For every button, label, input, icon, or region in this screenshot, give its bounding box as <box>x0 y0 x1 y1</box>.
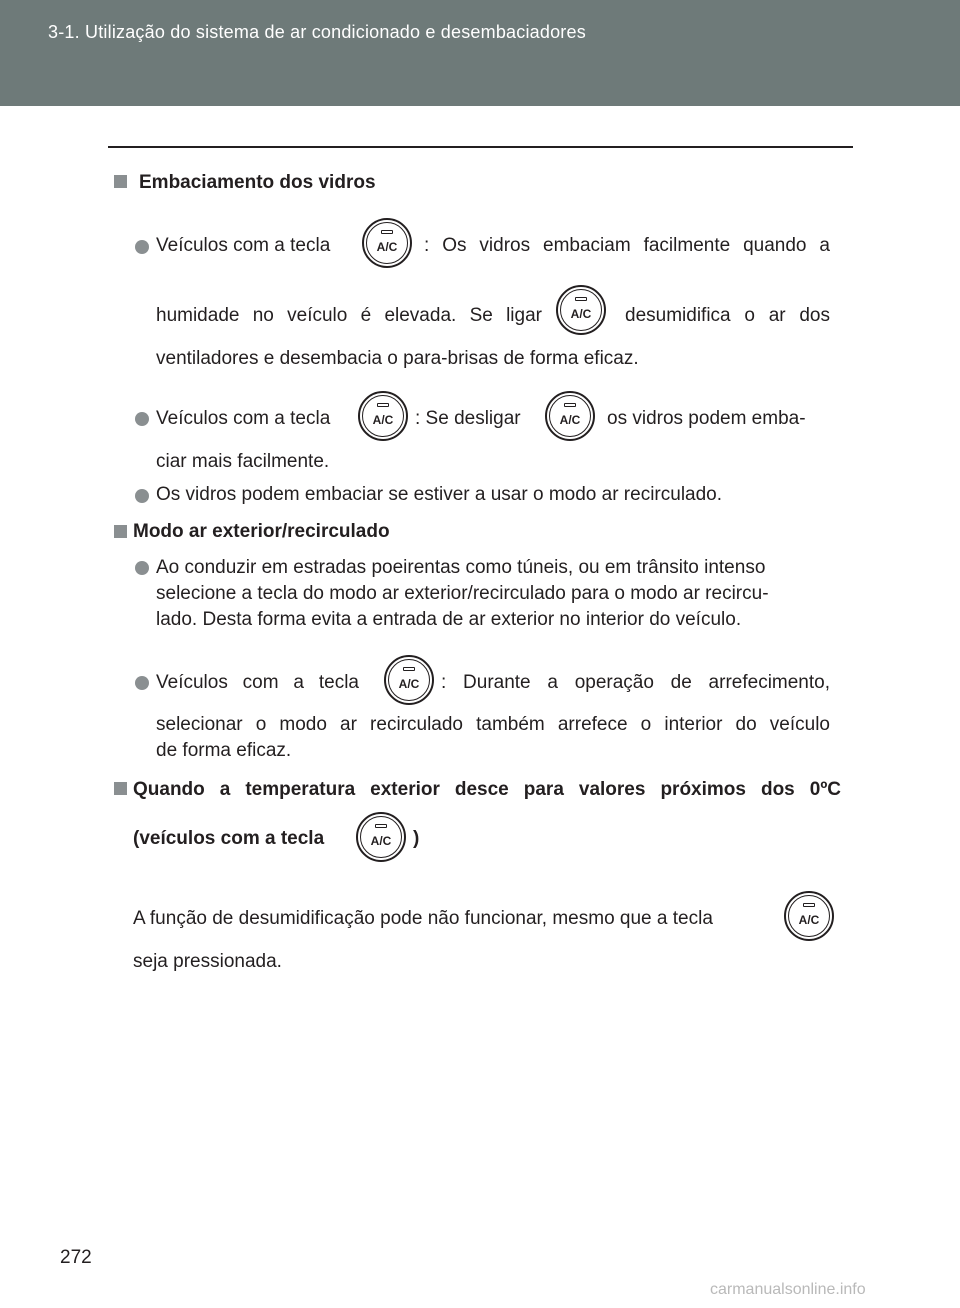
bullet-text: humidade no veículo é elevada. Se ligar <box>156 305 542 326</box>
square-bullet-icon <box>114 782 127 795</box>
bullet-text: : Durante a operação de arrefecimento, <box>441 672 830 693</box>
page-number: 272 <box>60 1247 92 1268</box>
bullet-text: selecione a tecla do modo ar exterior/recirculado para o modo ar recircu- <box>156 583 769 604</box>
bullet-text: de forma eficaz. <box>156 740 292 761</box>
bullet-text: Ao conduzir em estradas poeirentas como túneis, ou em trânsito intenso <box>156 557 766 578</box>
round-bullet-icon <box>135 489 149 503</box>
chapter-header <box>0 0 960 106</box>
section-heading-fogging: Embaciamento dos vidros <box>139 172 376 193</box>
ac-button-icon: A/C <box>358 391 408 441</box>
body-text: A função de desumidificação pode não funcionar, mesmo que a tecla <box>133 908 713 929</box>
bullet-text: Veículos com a tecla <box>156 408 331 429</box>
square-bullet-icon <box>114 525 127 538</box>
ac-button-icon: A/C <box>384 655 434 705</box>
round-bullet-icon <box>135 240 149 254</box>
round-bullet-icon <box>135 412 149 426</box>
bullet-text: lado. Desta forma evita a entrada de ar exterior no interior do veículo. <box>156 609 742 630</box>
bullet-text: ciar mais facilmente. <box>156 451 330 472</box>
bullet-text: : Os vidros embaciam facilmente quando a <box>424 235 830 256</box>
ac-button-icon: A/C <box>545 391 595 441</box>
ac-button-icon: A/C <box>356 812 406 862</box>
bullet-text: selecionar o modo ar recirculado também arrefece o interior do veículo <box>156 714 830 735</box>
square-bullet-icon <box>114 175 127 188</box>
ac-button-icon: A/C <box>556 285 606 335</box>
bullet-text: : Se desligar <box>415 408 521 429</box>
section-heading-temperature: Quando a temperatura exterior desce para valores próximos dos 0ºC <box>133 779 841 800</box>
section-divider <box>108 146 853 148</box>
bullet-text: ventiladores e desembacia o para-brisas de forma eficaz. <box>156 348 639 369</box>
section-heading-temperature-cont: (veículos com a tecla <box>133 828 325 849</box>
section-heading-temperature-close: ) <box>413 828 420 849</box>
bullet-text: desumidifica o ar dos <box>625 305 830 326</box>
bullet-text: Os vidros podem embaciar se estiver a usar o modo ar recirculado. <box>156 484 723 505</box>
ac-button-icon: A/C <box>784 891 834 941</box>
round-bullet-icon <box>135 676 149 690</box>
bullet-text: os vidros podem emba- <box>607 408 806 429</box>
watermark: carmanualsonline.info <box>710 1281 866 1298</box>
round-bullet-icon <box>135 561 149 575</box>
chapter-title: 3-1. Utilização do sistema de ar condicionado e desembaciadores <box>48 22 586 42</box>
ac-button-icon: A/C <box>362 218 412 268</box>
bullet-text: Veículos com a tecla <box>156 235 331 256</box>
body-text: seja pressionada. <box>133 951 282 972</box>
section-heading-air-mode: Modo ar exterior/recirculado <box>133 521 390 542</box>
bullet-text: Veículos com a tecla <box>156 672 359 693</box>
